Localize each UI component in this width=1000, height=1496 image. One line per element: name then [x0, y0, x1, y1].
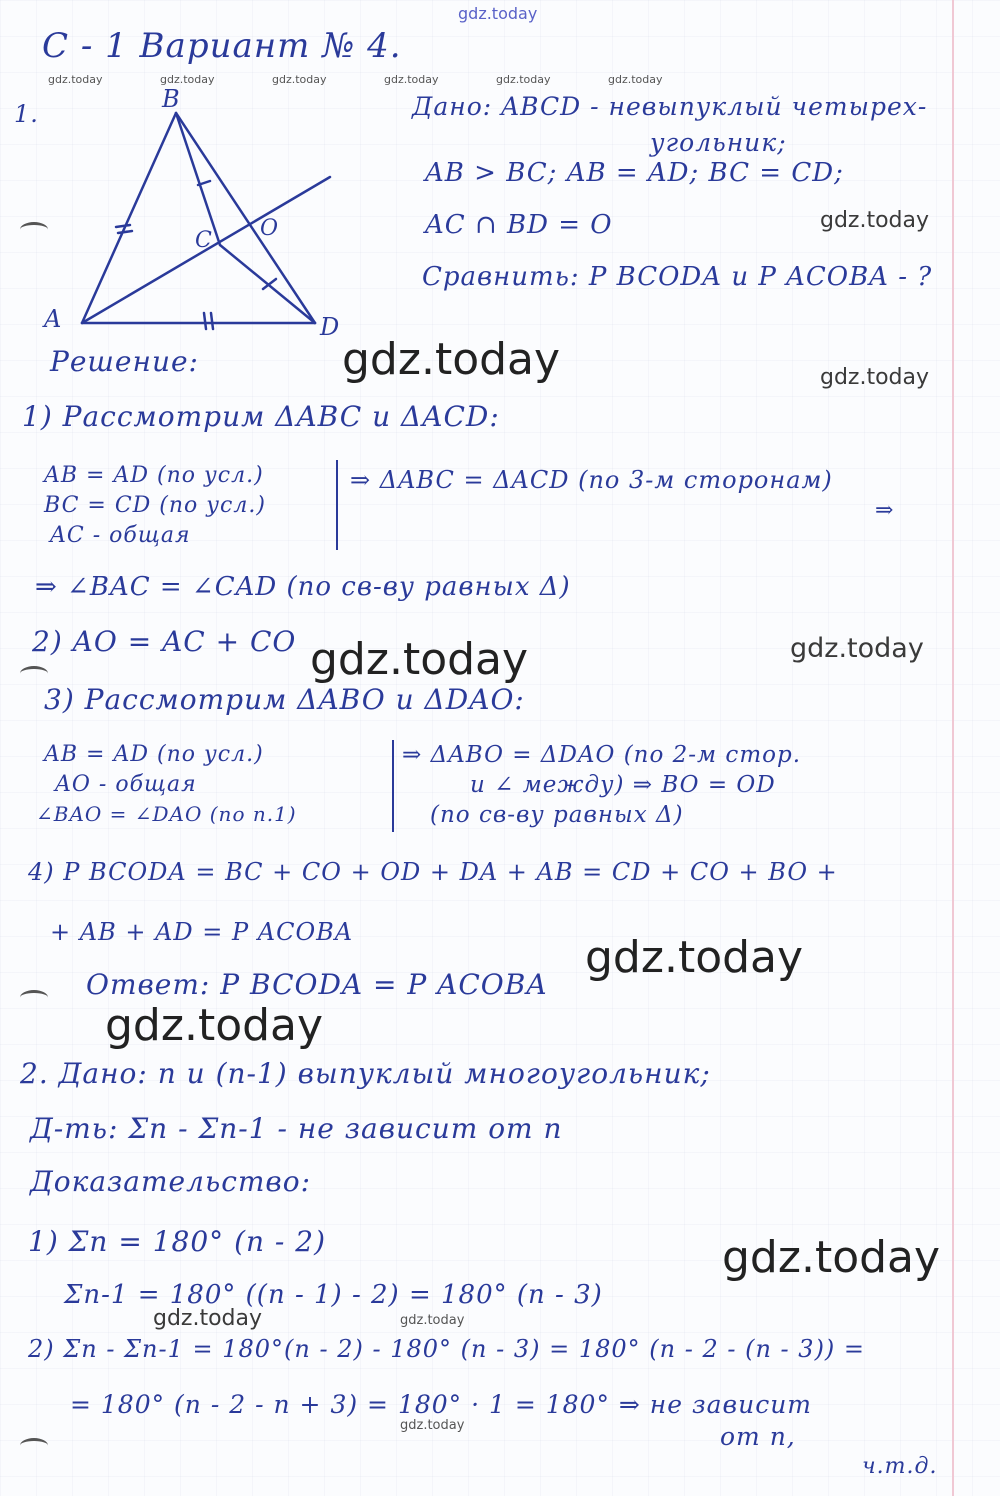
- perimeter-line: 4) P BCODA = BC + CO + OD + DA + AB = CD + CO + BO +: [28, 858, 838, 886]
- condition-line: BC = CD (по усл.): [44, 493, 266, 518]
- qed-mark: ч.т.д.: [862, 1454, 938, 1479]
- result-line: (по св-ву равных Δ): [430, 802, 684, 828]
- brace-line: [392, 740, 394, 832]
- compare-line: Сравнить: P BCODA и P ACOBA - ?: [422, 262, 933, 292]
- tick-mark: [116, 225, 130, 227]
- binder-hole: [20, 990, 48, 1005]
- watermark-text: gdz.today: [384, 73, 439, 86]
- segment-bc: [176, 113, 220, 245]
- proof-line: = 180° (n - 2 - n + 3) = 180° · 1 = 180° ⇒ не зависит: [70, 1390, 813, 1419]
- tick-mark: [204, 313, 206, 329]
- answer-line: Ответ: P BCODA = P ACOBA: [86, 968, 548, 1001]
- page-title: С - 1 Вариант № 4.: [42, 26, 402, 66]
- proof-line: Σn-1 = 180° ((n - 1) - 2) = 180° (n - 3): [64, 1280, 603, 1310]
- margin-line: [952, 0, 954, 1496]
- watermark-text: gdz.today: [790, 633, 924, 664]
- point-label-o: O: [260, 216, 279, 241]
- proof-line: 2) Σn - Σn-1 = 180°(n - 2) - 180° (n - 3) = 180° (n - 2 - (n - 3)) =: [28, 1335, 866, 1363]
- binder-hole: [20, 1438, 48, 1453]
- watermark-text: gdz.today: [153, 1306, 263, 1331]
- watermark-text: gdz.today: [105, 1000, 324, 1051]
- segment-bd: [176, 113, 315, 323]
- tick-mark: [118, 231, 132, 233]
- watermark-text: gdz.today: [400, 1313, 465, 1328]
- brace-line: [336, 460, 338, 550]
- condition-line: AB = AD (по усл.): [44, 742, 264, 767]
- given-line: угольник;: [650, 128, 787, 157]
- step-line: 2) AO = AC + CO: [32, 625, 297, 658]
- watermark-text: gdz.today: [160, 73, 215, 86]
- proof-line: 1) Σn = 180° (n - 2): [28, 1225, 327, 1258]
- conclusion-line: ⇒ ∠BAC = ∠CAD (по св-ву равных Δ): [35, 572, 571, 602]
- condition-line: AO - общая: [55, 772, 197, 797]
- tick-mark: [211, 313, 213, 329]
- proof-title: Доказательство:: [30, 1165, 312, 1198]
- result-line: и ∠ между) ⇒ BO = OD: [470, 772, 776, 798]
- segment-ab: [82, 113, 176, 323]
- watermark-text: gdz.today: [458, 4, 538, 23]
- watermark-text: gdz.today: [496, 73, 551, 86]
- watermark-text: gdz.today: [820, 208, 930, 233]
- vertex-label-b: B: [162, 85, 180, 113]
- watermark-text: gdz.today: [272, 73, 327, 86]
- proof-line: от n,: [720, 1422, 796, 1451]
- result-line: ⇒ ΔABO = ΔDAO (по 2-м стор.: [402, 742, 802, 768]
- binder-hole: [20, 666, 48, 681]
- solution-title: Решение:: [50, 345, 199, 378]
- vertex-label-a: A: [44, 305, 62, 333]
- condition-line: AC - общая: [50, 523, 191, 548]
- watermark-text: gdz.today: [342, 334, 561, 385]
- watermark-text: gdz.today: [722, 1232, 941, 1283]
- task-number: 1.: [14, 100, 39, 128]
- quadrilateral-figure: [30, 85, 350, 345]
- given-line: AC ∩ BD = O: [425, 210, 613, 240]
- step-heading: 3) Рассмотрим ΔABO и ΔDAO:: [44, 683, 525, 716]
- watermark-text: gdz.today: [608, 73, 663, 86]
- result-line: ⇒ ΔABC = ΔACD (по 3-м сторонам): [350, 466, 833, 494]
- watermark-text: gdz.today: [400, 1418, 465, 1433]
- watermark-text: gdz.today: [820, 365, 930, 390]
- prove-line: Д-ть: Σn - Σn-1 - не зависит от n: [30, 1112, 563, 1145]
- given-line: 2. Дано: n и (n-1) выпуклый многоугольник;: [20, 1057, 711, 1090]
- implies-arrow: ⇒: [875, 498, 895, 523]
- watermark-text: gdz.today: [48, 73, 103, 86]
- condition-line: AB = AD (по усл.): [44, 463, 264, 488]
- step-heading: 1) Рассмотрим ΔABC и ΔACD:: [22, 400, 500, 433]
- vertex-label-d: D: [320, 313, 340, 341]
- given-line: AB > BC; AB = AD; BC = CD;: [425, 158, 844, 188]
- perimeter-line: + AB + AD = P ACOBA: [50, 918, 354, 946]
- vertex-label-c: C: [195, 228, 212, 253]
- watermark-text: gdz.today: [310, 634, 529, 685]
- given-line: Дано: ABCD - невыпуклый четырех-: [412, 92, 928, 121]
- watermark-text: gdz.today: [585, 932, 804, 983]
- condition-line: ∠BAO = ∠DAO (по п.1): [36, 802, 297, 826]
